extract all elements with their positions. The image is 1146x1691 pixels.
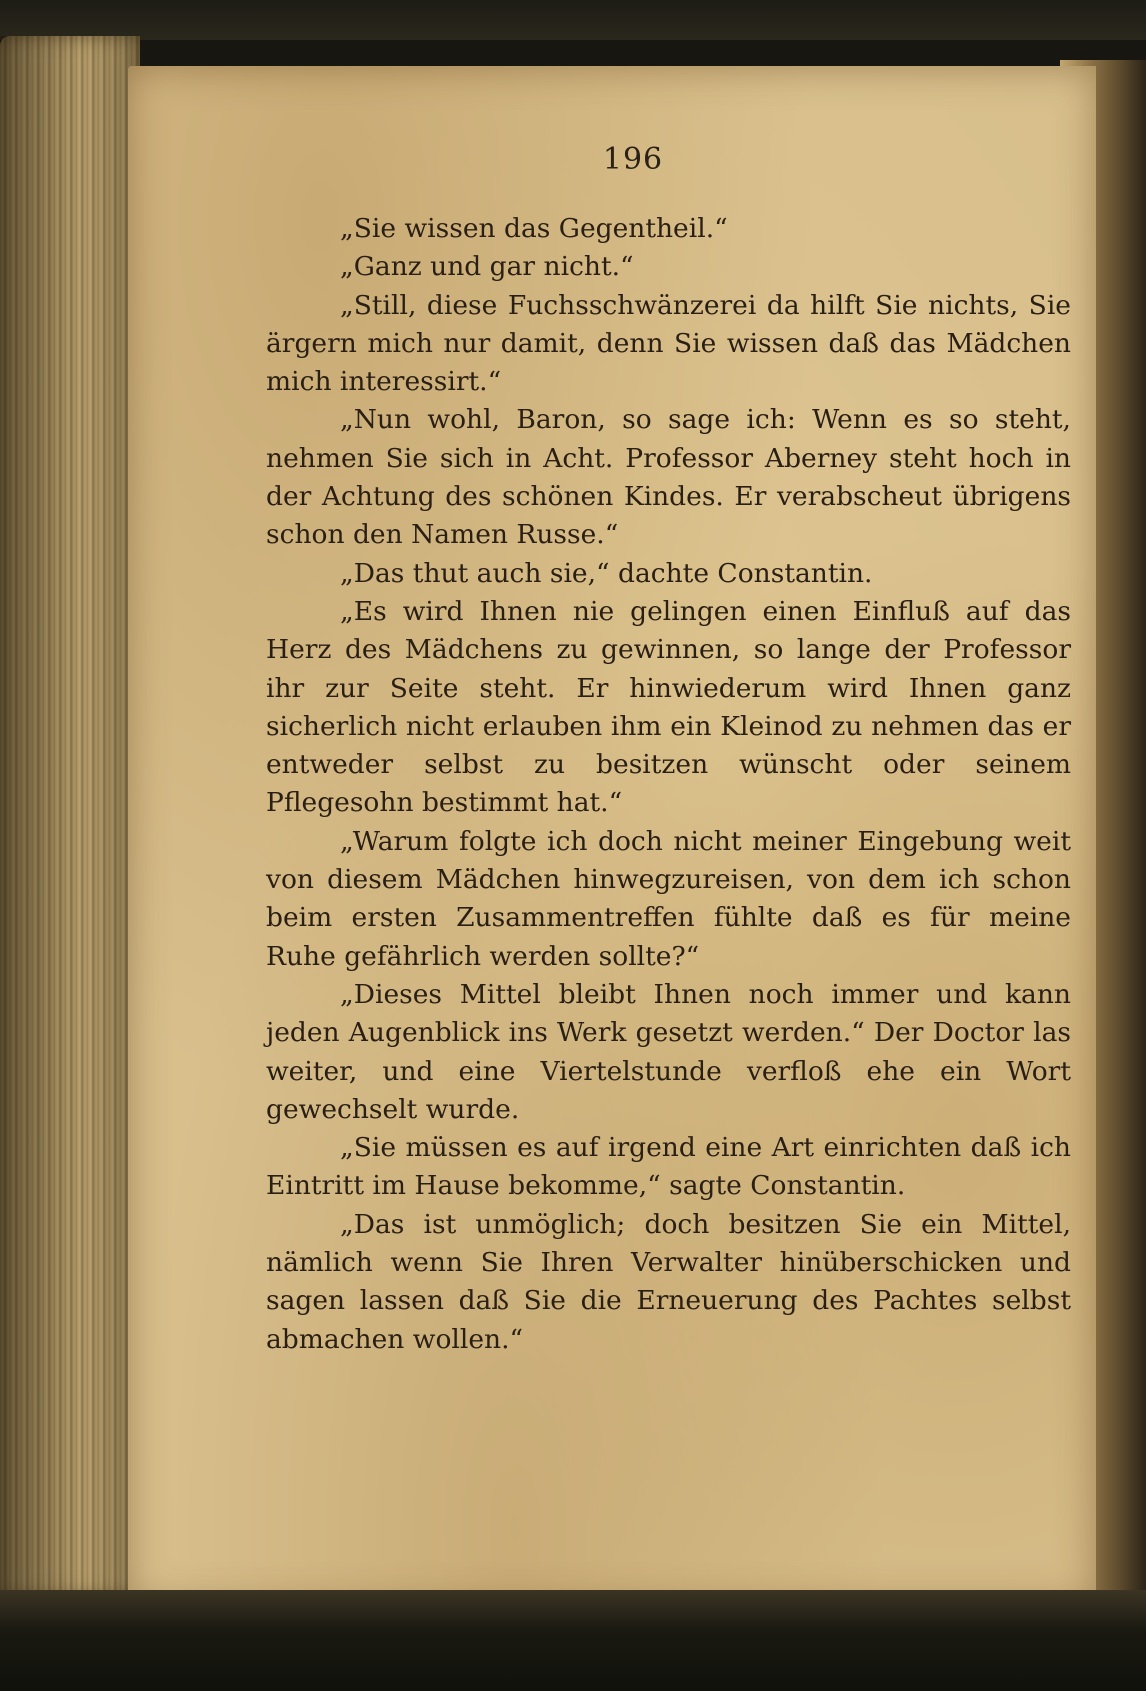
paragraph: „Dieses Mittel bleibt Ihnen noch immer und kann jeden Augenblick ins Werk gesetzt werden.“ Der Doctor las weiter, und eine Viertelstunde verfloß ehe ein Wort gewechselt wurde. [266,978,1071,1125]
page-stack-shadow [0,36,140,1596]
paragraph: „Nun wohl, Baron, so sage ich: Wenn es so steht, nehmen Sie sich in Acht. Professor Aberney steht hoch in der Achtung des schönen Kindes. Er verabscheut übrigens schon den Namen Russe.“ [266,404,1071,551]
page-number: 196 [602,142,664,177]
paragraph: „Sie müssen es auf irgend eine Art einrichten daß ich Eintritt im Hause bekomme,“ sagte Constantin. [266,1132,1071,1202]
paragraph: „Das ist unmöglich; doch besitzen Sie ein Mittel, nämlich wenn Sie Ihren Verwalter hinüberschicken und sagen lassen daß Sie die Erneuerung des Pachtes selbst abmachen wollen.“ [266,1208,1071,1355]
paragraph: „Sie wissen das Gegentheil.“ [340,213,728,244]
paragraph: „Ganz und gar nicht.“ [340,251,634,283]
paragraph: „Das thut auch sie,“ dachte Constantin. [340,557,873,589]
page-text [266,210,1071,1359]
book-top-edge [0,0,1146,40]
paragraph: „Still, diese Fuchsschwänzerei da hilft Sie nichts, Sie ärgern mich nur damit, denn Sie wissen daß das Mädchen mich interessirt.“ [266,289,1071,398]
book-bottom-edge [0,1590,1146,1691]
paragraph: „Es wird Ihnen nie gelingen einen Einfluß auf das Herz des Mädchens zu gewinnen, so lange der Professor ihr zur Seite steht. Er hinwiederum wird Ihnen ganz sicherlich nicht erlauben ihm ein Kleinod zu nehmen das er entweder selbst zu besitzen wünscht oder seinem Pflegesohn bestimmt hat.“ [266,595,1071,819]
paragraph: „Warum folgte ich doch nicht meiner Eingebung weit von diesem Mädchen hinwegzureisen, von dem ich schon beim ersten Zusammentreffen fühlte daß es für meine Ruhe gefährlich werden sollte?“ [266,825,1071,972]
